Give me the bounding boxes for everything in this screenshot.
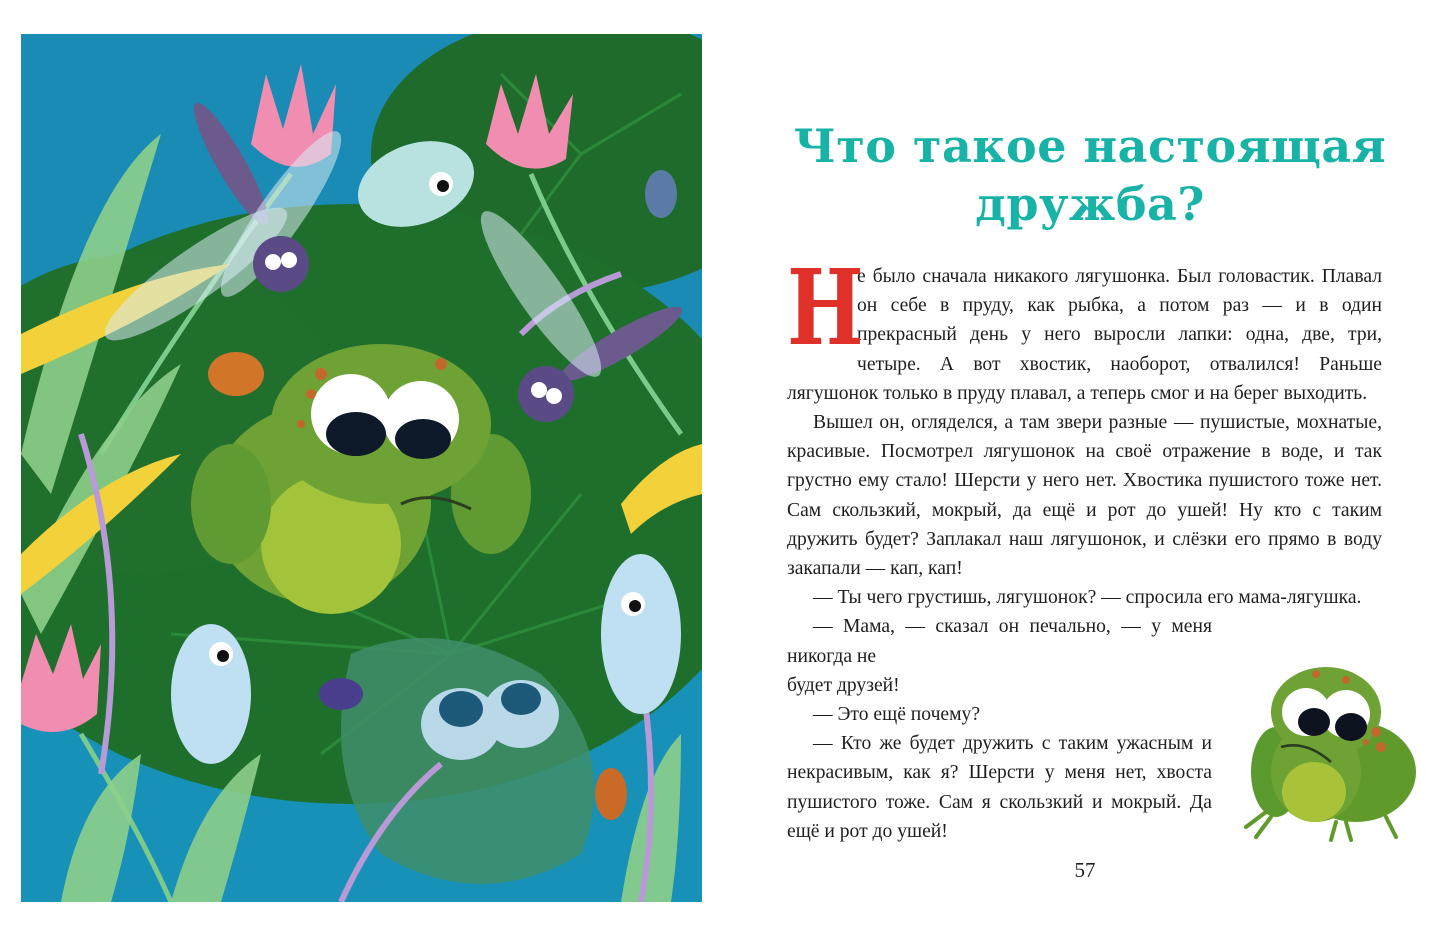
page-number: 57 [1074, 858, 1096, 882]
paragraph-1: Н е было сначала никакого лягушонка. Был головастик. Плавал он себе в пруду, как рыбка, а потом раз — и в один прекрасный день у него выросли лапки: одна, две, три, четыре. А вот хвостик, наоборот, отвалился! Раньше лягушонок только в пруду плавал, а теперь смог и на берег выходить. [787, 246, 1382, 404]
paragraph-2: Вышел он, огляделся, а там звери разные — пушистые, мохнатые, красивые. Посмотрел лягушонок на своё отражение в воде, и так грустно ему стало! Шерсти у него нет. Хвостика пушистого тоже нет. Сам скользкий, мокрый, да ещё и рот до ушей! Ну кто с таким дружить будет? Заплакал наш лягушонок, и слёзки его прямо в воду закапали — кап, кап! [787, 412, 1382, 580]
title-line-1: Что такое настоящая [793, 118, 1387, 173]
page-title [770, 117, 1410, 233]
pond-scene-image [21, 34, 702, 902]
sad-frog-illustration [1236, 652, 1436, 842]
dialogue-2-cont: будет друзей! [787, 674, 900, 696]
dialogue-1: — Ты чего грустишь, лягушонок? — спросила его мама-лягушка. [813, 587, 1362, 609]
dialogue-2: — Мама, — сказал он печально, — у меня никогда не [787, 616, 1212, 667]
pond-illustration [21, 34, 702, 902]
frog-icon [1236, 652, 1436, 842]
title-line-2: дружба? [975, 176, 1205, 231]
dialogue-4: — Кто же будет дружить с таким ужасным и некрасивым, как я? Шерсти у меня нет, хвоста пушистого тоже. Сам я скользкий и мокрый. Да ещё и рот до ушей! [787, 733, 1212, 842]
drop-cap: Н [787, 246, 864, 369]
dialogue-3: — Это ещё почему? [813, 704, 981, 726]
